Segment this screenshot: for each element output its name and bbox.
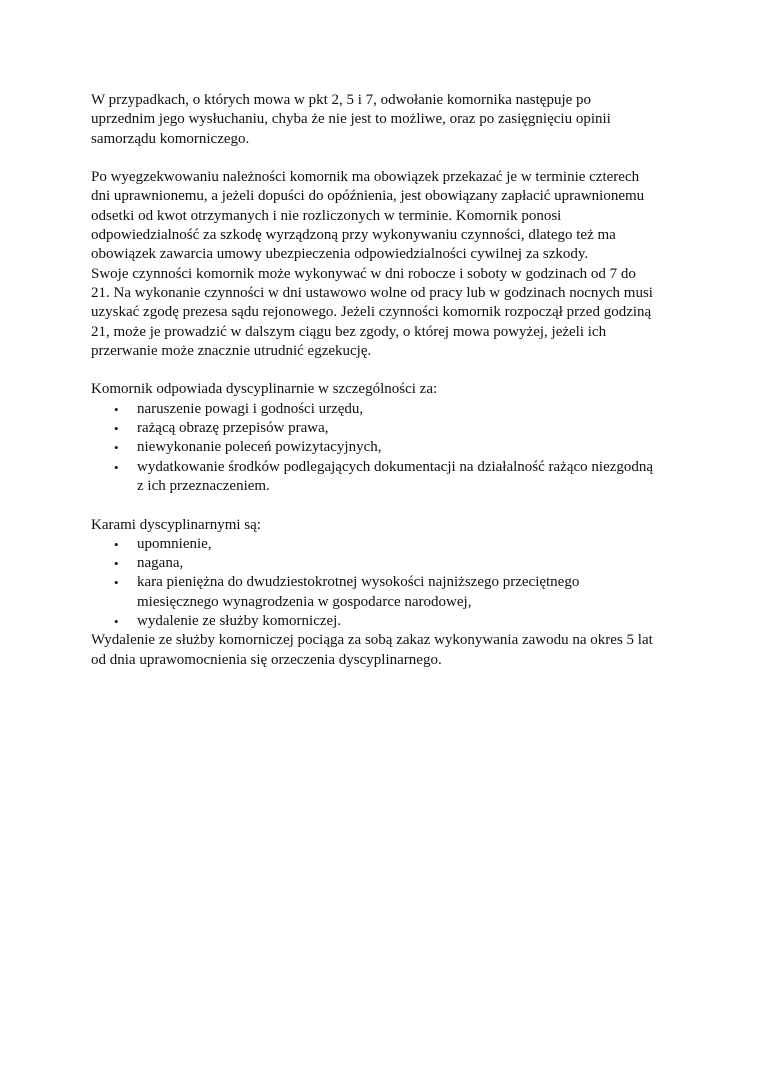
text-line: przerwanie może znacznie utrudnić egzekucję.: [91, 342, 372, 359]
paragraph-spacer: [91, 149, 681, 168]
text-line: Wydalenie ze służby komorniczej pociąga za sobą zakaz wykonywania zawodu na okres 5 lat: [91, 632, 653, 649]
text-line: Karami dyscyplinarnymi są:: [91, 516, 261, 533]
list-item-text: wydalenie ze służby komorniczej.: [137, 613, 342, 630]
list-item: [91, 419, 681, 438]
paragraph-expulsion: [91, 631, 681, 670]
bullet-icon: •: [114, 440, 119, 456]
list-item: [91, 535, 681, 554]
text-line: obowiązek zawarcia umowy ubezpieczenia odpowiedzialności cywilnej za szkody.: [91, 246, 589, 263]
list-item-text: miesięcznego wynagrodzenia w gospodarce narodowej,: [137, 593, 472, 610]
bullet-icon: •: [114, 575, 119, 591]
text-line: uprzednim jego wysłuchaniu, chyba że nie jest to możliwe, oraz po zasięgnięciu opinii: [91, 111, 611, 128]
text-line: dni uprawnionemu, a jeżeli dopuści do opóźnienia, jest obowiązany zapłacić uprawnionemu: [91, 188, 645, 205]
list-item: [91, 554, 681, 573]
paragraph-spacer: [91, 361, 681, 380]
bullet-icon: •: [114, 459, 119, 475]
discipline-list: [91, 400, 681, 496]
document-page: [91, 91, 681, 670]
list-item: [91, 438, 681, 457]
text-line: 21. Na wykonanie czynności w dni ustawowo wolne od pracy lub w godzinach nocnych musi: [91, 284, 653, 301]
list-item: [91, 458, 681, 497]
paragraph-spacer: [91, 496, 681, 515]
text-line: od dnia uprawomocnienia się orzeczenia dyscyplinarnego.: [91, 651, 442, 668]
bullet-icon: •: [114, 536, 119, 552]
list-item-text: niewykonanie poleceń powizytacyjnych,: [137, 439, 382, 456]
bullet-icon: •: [114, 614, 119, 630]
penalties-intro: [91, 516, 681, 535]
penalties-list: [91, 535, 681, 631]
list-item: [91, 612, 681, 631]
text-line: odpowiedzialność za szkodę wyrządzoną przy wykonywaniu czynności, dlatego też ma: [91, 227, 616, 244]
list-item: [91, 573, 681, 612]
bullet-icon: •: [114, 556, 119, 572]
list-item-text: upomnienie,: [137, 535, 212, 552]
bullet-icon: •: [114, 401, 119, 417]
list-item-text: naruszenie powagi i godności urzędu,: [137, 400, 364, 417]
list-item: [91, 400, 681, 419]
text-line: 21, może je prowadzić w dalszym ciągu bez zgody, o której mowa powyżej, jeżeli ich: [91, 323, 607, 340]
text-line: odsetki od kwot otrzymanych i nie rozliczonych w terminie. Komornik ponosi: [91, 207, 562, 224]
list-item-text: z ich przeznaczeniem.: [137, 477, 270, 494]
discipline-intro: [91, 380, 681, 399]
list-item-text: nagana,: [137, 555, 184, 572]
text-line: uzyskać zgodę prezesa sądu rejonowego. Jeżeli czynności komornik rozpoczął przed godziną: [91, 304, 652, 321]
list-item-text: kara pieniężna do dwudziestokrotnej wysokości najniższego przeciętnego: [137, 574, 580, 591]
bullet-icon: •: [114, 421, 119, 437]
text-line: samorządu komorniczego.: [91, 130, 250, 147]
text-line: Po wyegzekwowaniu należności komornik ma obowiązek przekazać je w terminie czterech: [91, 169, 640, 186]
list-item-text: wydatkowanie środków podlegających dokumentacji na działalność rażąco niezgodną: [137, 458, 654, 475]
text-line: Swoje czynności komornik może wykonywać w dni robocze i soboty w godzinach od 7 do: [91, 265, 636, 282]
list-item-text: rażącą obrazę przepisów prawa,: [137, 420, 329, 437]
paragraph-dismissal: [91, 91, 681, 149]
text-line: Komornik odpowiada dyscyplinarnie w szczególności za:: [91, 381, 438, 398]
paragraph-duties: [91, 168, 681, 361]
text-line: W przypadkach, o których mowa w pkt 2, 5 i 7, odwołanie komornika następuje po: [91, 92, 592, 108]
